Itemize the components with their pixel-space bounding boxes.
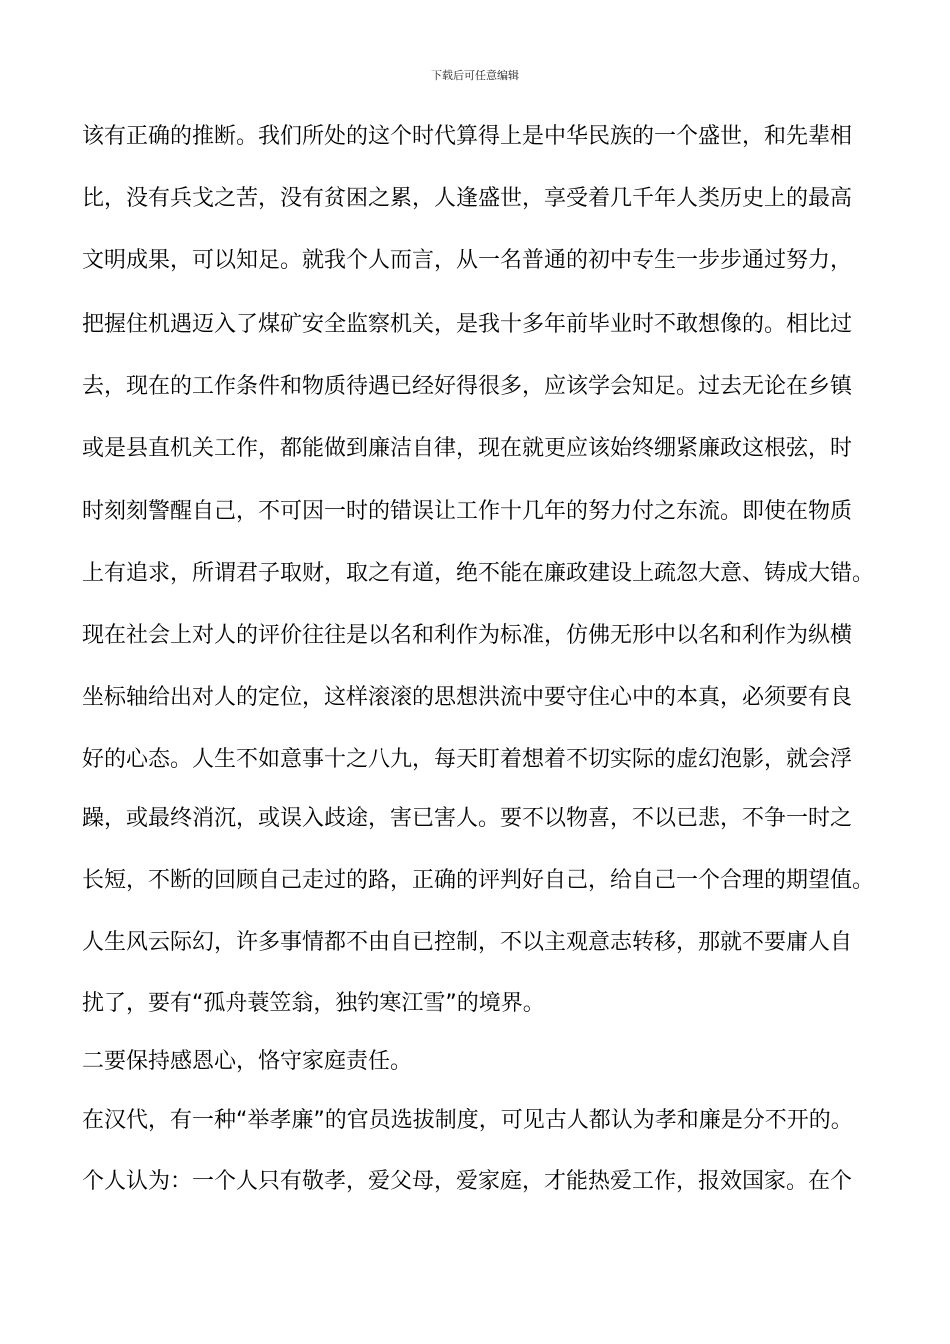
page-header: 下载后可任意编辑 <box>431 69 519 82</box>
text-line: 文明成果，可以知足。就我个人而言，从一名普通的初中专生一步步通过努力， <box>82 248 853 273</box>
text-line: 好的心态。人生不如意事十之八九，每天盯着想着不切实际的虚幻泡影，就会浮 <box>82 747 853 772</box>
section-heading: 二要保持感恩心，恪守家庭责任。 <box>82 1049 413 1074</box>
text-line: 或是县直机关工作，都能做到廉洁自律，现在就更应该始终绷紧廉政这根弦，时 <box>82 436 853 461</box>
text-line: 该有正确的推断。我们所处的这个时代算得上是中华民族的一个盛世，和先辈相 <box>82 124 853 149</box>
text-line: 时刻刻警醒自己，不可因一时的错误让工作十几年的努力付之东流。即使在物质 <box>82 499 853 524</box>
text-line: 长短，不断的回顾自己走过的路，正确的评判好自己，给自己一个合理的期望值。 <box>82 868 875 893</box>
text-line: 在汉代，有一种“举孝廉”的官员选拔制度，可见古人都认为孝和廉是分不开的。 <box>82 1108 853 1133</box>
text-line: 坐标轴给出对人的定位，这样滚滚的思想洪流中要守住心中的本真，必须要有良 <box>82 685 853 710</box>
text-line: 上有追求，所谓君子取财，取之有道，绝不能在廉政建设上疏忽大意、铸成大错。 <box>82 561 875 586</box>
text-line: 去，现在的工作条件和物质待遇已经好得很多，应该学会知足。过去无论在乡镇 <box>82 374 853 399</box>
text-line: 个人认为：一个人只有敬孝，爱父母，爱家庭，才能热爱工作，报效国家。在个 <box>82 1169 853 1194</box>
text-line: 躁，或最终消沉，或误入歧途，害已害人。要不以物喜，不以已悲，不争一时之 <box>82 806 853 831</box>
text-line: 比，没有兵戈之苦，没有贫困之累，人逢盛世，享受着几千年人类历史上的最高 <box>82 186 853 211</box>
text-line: 扰了，要有“孤舟蓑笠翁，独钓寒江雪”的境界。 <box>82 991 545 1016</box>
text-line: 人生风云际幻，许多事情都不由自已控制，不以主观意志转移，那就不要庸人自 <box>82 930 853 955</box>
text-line: 现在社会上对人的评价往往是以名和利作为标准，仿佛无形中以名和利作为纵横 <box>82 623 853 648</box>
text-line: 把握住机遇迈入了煤矿安全监察机关，是我十多年前毕业时不敢想像的。相比过 <box>82 312 853 337</box>
